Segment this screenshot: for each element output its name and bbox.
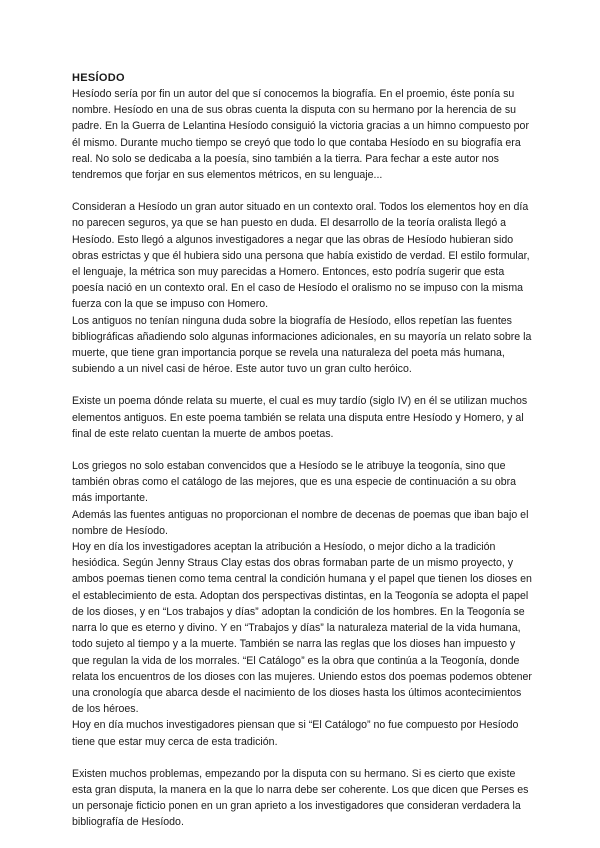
document-page <box>72 70 532 831</box>
paragraph-modern-research: Hoy en día los investigadores aceptan la atribución a Hesíodo, o mejor dicho a la tradición hesiódica. Según Jenny Straus Clay estas dos obras formaban parte de un mismo proyecto, y ambos poemas tienen como tema central la condición humana y el papel que tienen los dioses en el establecimiento de esta. Adoptan dos perspectivas distintas, en la Teogonía se adopta el papel de los dioses, y en “Los trabajos y días” adoptan la condición de los hombres. En la Teogonía se narra lo que es eterno y divino. Y en “Trabajos y días” la naturaleza material de la vida humana, todo sujeto al tiempo y a la muerte. También se narra las reglas que los dioses han impuesto y que regulan la vida de los morrales. “El Catálogo” es la obra que continúa a la Teogonía, donde relata los encuentros de los dioses con las mujeres. Uniendo estos dos poemas podemos obtener una cronología que abarca desde el nacimiento de los dioses hasta los últimos acontecimientos de los héroes. <box>72 541 532 716</box>
paragraph-lost-poems: Además las fuentes antiguas no proporcionan el nombre de decenas de poemas que iban bajo el nombre de Hesíodo. <box>72 508 529 537</box>
paragraph-biography: Hesíodo sería por fin un autor del que sí conocemos la biografía. En el proemio, éste ponía su nombre. Hesíodo en una de sus obras cuenta la disputa con su hermano por la herencia de su padre. En la Guerra de Lelantina Hesíodo consiguió la victoria gracias a un himno compuesto por él mismo. Durante mucho tiempo se creyó que todo lo que contaba Hesíodo en su biografía era real. No solo se dedicaba a la poesía, sino también a la tierra. Para fechar a este autor nos tendremos que forjar en sus elementos métricos, en su lenguaje... <box>72 88 529 182</box>
paragraph-spacer <box>72 750 532 766</box>
paragraph-catalogue: Hoy en día muchos investigadores piensan que si “El Catálogo” no fue compuesto por Hesíodo tiene que estar muy cerca de esta tradición. <box>72 719 519 748</box>
document-title: HESÍODO <box>72 72 125 84</box>
paragraph-oral-context: Consideran a Hesíodo un gran autor situado en un contexto oral. Todos los elementos hoy en día no parecen seguros, ya que se han puesto en duda. El desarrollo de la teoría oralista llegó a Hesíodo. Esto llegó a algunos investigadores a negar que las obras de Hesíodo hubieran sido obras estrictas y que él hubiera sido una persona que había existido de verdad. El estilo formular, el lenguaje, la métrica son muy parecidas a Homero. Entonces, esto podría sugerir que esta poesía nació en un contexto oral. En el caso de Hesíodo el oralismo no se impuso con la misma fuerza con la que se impuso con Homero. <box>72 201 530 311</box>
paragraph-ancient-sources: Los antiguos no tenían ninguna duda sobre la biografía de Hesíodo, ellos repetían las fuentes bibliográficas añadiendo solo algunas informaciones adicionales, en su mayoría un relato sobre la muerte, que tiene gran importancia porque se revela una naturaleza del poeta más humana, subiendo a un nivel casi de héroe. Este autor tuvo un gran culto heróico. <box>72 314 532 376</box>
paragraph-spacer <box>72 442 532 458</box>
paragraph-spacer <box>72 183 532 199</box>
paragraph-theogony-attribution: Los griegos no solo estaban convencidos que a Hesíodo se le atribuye la teogonía, sino que también obras como el catálogo de las mejores, que es una especie de continuación a su obra más importante. <box>72 460 517 505</box>
paragraph-spacer <box>72 377 532 393</box>
paragraph-problems: Existen muchos problemas, empezando por la disputa con su hermano. Si es cierto que existe esta gran disputa, la manera en la que lo narra debe ser coherente. Los que dicen que Perses es un personaje ficticio ponen en un gran aprieto a los investigadores que consideran verdadera la bibliografía de Hesíodo. <box>72 767 529 829</box>
paragraph-death-poem: Existe un poema dónde relata su muerte, el cual es muy tardío (siglo IV) en él se utilizan muchos elementos antiguos. En este poema también se relata una disputa entre Hesíodo y Homero, y al final de este relato cuentan la muerte de ambos poetas. <box>72 395 528 440</box>
